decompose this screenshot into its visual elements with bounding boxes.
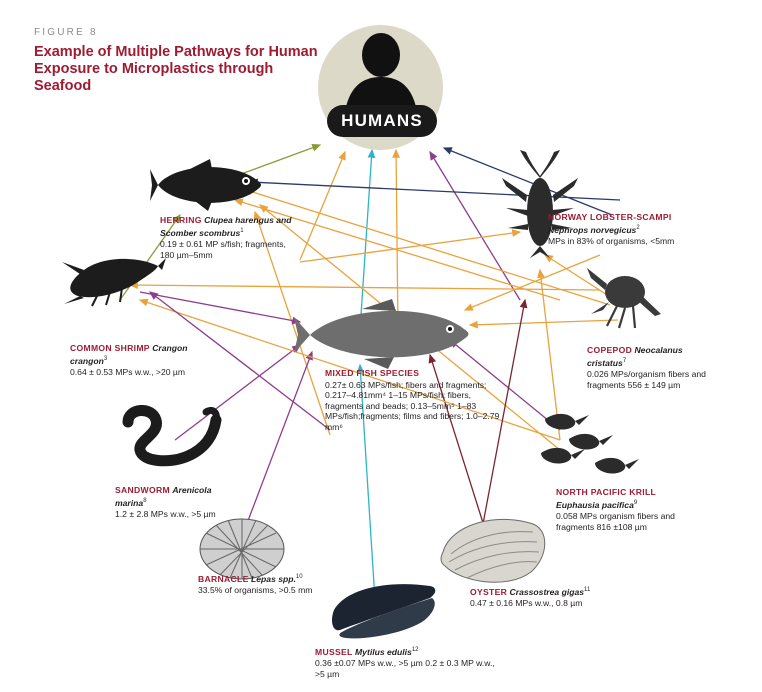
label-copepod: COPEPOD Neocalanus cristatus$^7$ 0.026 MPs/organism fibers and fragments 556 ± 149 µm — [587, 345, 706, 390]
label-oyster: OYSTER Crassostrea gigas$^{11}$ 0.47 ± 0.16 MPs w.w., 0.8 µm — [470, 586, 591, 609]
label-north-pacific-krill: NORTH PACIFIC KRILL Euphausia pacifica$^9$ 0.058 MPs organism fibers and fragments 816 ±108 µm — [556, 487, 675, 532]
figure-label: FIGURE 8 — [34, 27, 98, 38]
copepod-illustration — [585, 262, 675, 332]
label-mussel: MUSSEL Mytilus edulis$^{12}$ 0.36 ±0.07 MPs w.w., >5 µm 0.2 ± 0.3 MP w.w., >5 µm — [315, 646, 495, 680]
common-shrimp-illustration — [58, 248, 168, 308]
page-title: Example of Multiple Pathways for Human Exposure to Microplastics through Seafood — [34, 44, 318, 94]
label-common-shrimp: COMMON SHRIMP Crangon crangon$^3$ 0.64 ± 0.53 MPs w.w., >20 µm — [70, 343, 188, 378]
north-pacific-krill-illustration — [535, 405, 645, 480]
humans-label: HUMANS — [341, 111, 423, 130]
herring-illustration — [150, 155, 270, 215]
humans-banner — [327, 105, 437, 137]
oyster-illustration — [437, 512, 552, 587]
label-norway-lobster: NORWAY LOBSTER-SCAMPI Nephrops norvegicus$^2$ MPs in 83% of organisms, <5mm — [548, 212, 675, 247]
mussel-illustration — [330, 580, 440, 640]
label-sandworm: SANDWORM Arenicola marina$^8$ 1.2 ± 2.8 MPs w.w., >5 µm — [115, 485, 216, 520]
label-mixed-fish: MIXED FISH SPECIES 0.27± 0.63 MPs/fish; fibers and fragments; 0.217–4.81mm⁴ 1–15 MPs/fish; fibers, fragments and beads; 0.13–5mm⁵ 1–83 MPs/fish;fragments; films and fibers; 1.0–2.79 mm⁶ — [325, 368, 500, 432]
mixed-fish-illustration — [292, 295, 482, 373]
sandworm-illustration — [118, 400, 228, 470]
label-barnacle: BARNACLE Lepas spp.$^{10}$ 33.5% of organisms, >0.5 mm — [198, 573, 313, 596]
label-herring: HERRING Clupea harengus and Scomber scombrus$^1$ 0.19 ± 0.61 MP s/fish; fragments, 180 µm–5mm — [160, 215, 292, 260]
